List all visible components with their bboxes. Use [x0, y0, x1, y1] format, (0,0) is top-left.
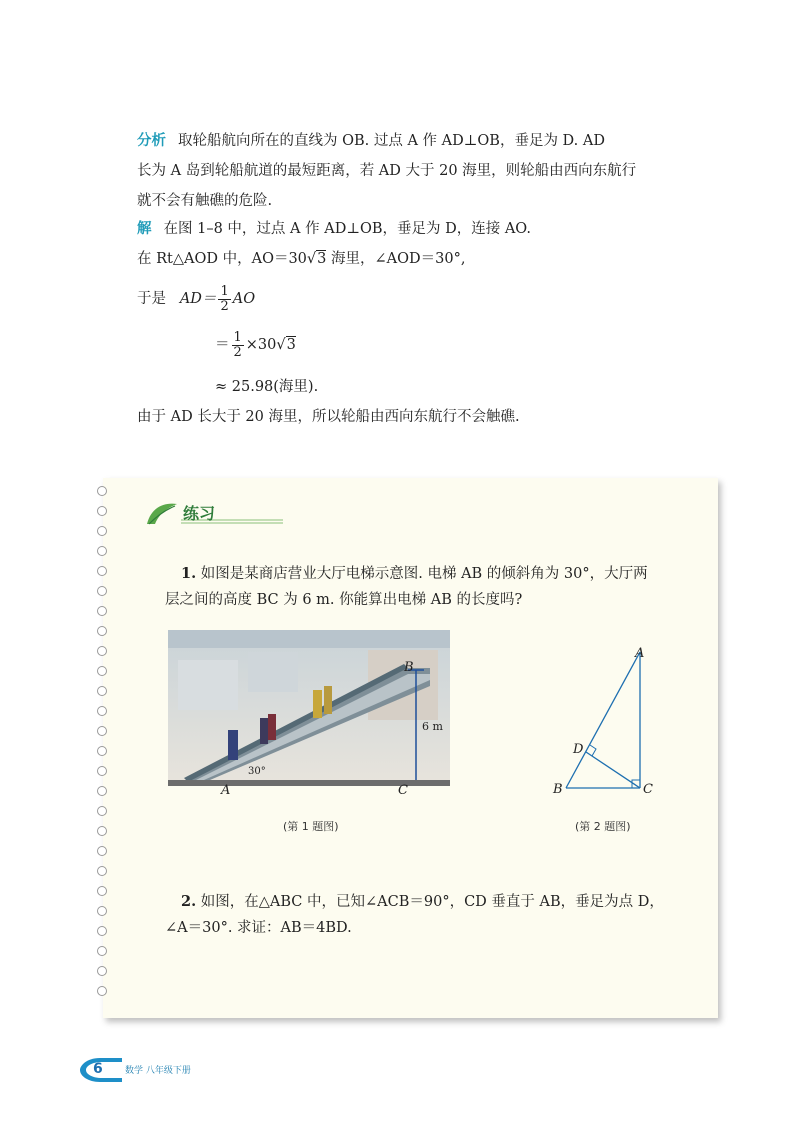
- fraction: $\frac{1}{2}$: [233, 329, 242, 360]
- solution-line-5: ≈ 25.98(海里).: [215, 379, 319, 395]
- fig1-label-A: A: [221, 783, 231, 798]
- leaf-icon: [143, 500, 303, 526]
- solution-label: 解: [137, 221, 152, 237]
- solution-line-1: 解 在图 1–8 中，过点 A 作 AD⊥OB，垂足为 D，连接 AO.: [137, 221, 531, 237]
- fig2-label-B: B: [553, 782, 563, 797]
- ring-icon: [97, 666, 107, 676]
- analysis-line-1: 分析 取轮船航向所在的直线为 OB. 过点 A 作 AD⊥OB，垂足为 D. AD: [137, 133, 605, 149]
- analysis-line-3: 就不会有触礁的危险.: [137, 193, 273, 209]
- fig1-caption: (第 1 题图): [283, 820, 339, 833]
- ring-icon: [97, 946, 107, 956]
- analysis-line-2: 长为 A 岛到轮船航道的最短距离，若 AD 大于 20 海里，则轮船由西向东航行: [137, 163, 637, 179]
- ring-icon: [97, 486, 107, 496]
- ring-icon: [97, 586, 107, 596]
- fig1-label-C: C: [398, 783, 408, 798]
- solution-line-3: 于是 AD＝ $\frac{1}{2}$ AO: [137, 283, 256, 314]
- ring-icon: [97, 926, 107, 936]
- exercise-title-bar: [143, 500, 303, 526]
- ring-icon: [97, 866, 107, 876]
- fig1-height: 6 m: [422, 720, 443, 733]
- ring-icon: [97, 906, 107, 916]
- escalator-photo: [168, 630, 450, 786]
- question-2-line-1: 2. 如图，在△ABC 中，已知∠ACB＝90°，CD 垂直于 AB，垂足为点 D，: [181, 893, 664, 910]
- ring-icon: [97, 726, 107, 736]
- analysis-label: 分析: [137, 133, 166, 149]
- notebook-rings: [93, 478, 113, 1018]
- fig2-caption: (第 2 题图): [575, 820, 631, 833]
- ring-icon: [97, 786, 107, 796]
- ring-icon: [97, 626, 107, 636]
- ring-icon: [97, 526, 107, 536]
- ring-icon: [97, 966, 107, 976]
- question-1-line-2: 层之间的高度 BC 为 6 m. 你能算出电梯 AB 的长度吗?: [165, 592, 523, 608]
- fig1-angle: 30°: [248, 766, 266, 777]
- book-title: 数学 八年级下册: [125, 1066, 191, 1076]
- ring-icon: [97, 826, 107, 836]
- ring-icon: [97, 986, 107, 996]
- fig2-label-D: D: [573, 742, 584, 757]
- ring-icon: [97, 706, 107, 716]
- ring-icon: [97, 766, 107, 776]
- conclusion: 由于 AD 长大于 20 海里，所以轮船由西向东航行不会触礁.: [137, 409, 520, 425]
- question-2-line-2: ∠A＝30°. 求证：AB＝4BD.: [165, 920, 352, 936]
- ring-icon: [97, 506, 107, 516]
- ring-icon: [97, 686, 107, 696]
- fig2-label-C: C: [643, 782, 653, 797]
- solution-line-2: 在 Rt△AOD 中，AO＝30√3 海里，∠AOD＝30°,: [137, 251, 466, 267]
- fig2-label-A: A: [635, 646, 645, 661]
- ring-icon: [97, 746, 107, 756]
- question-1-line-1: 1. 如图是某商店营业大厅电梯示意图. 电梯 AB 的倾斜角为 30°，大厅两: [181, 565, 648, 582]
- fraction: $\frac{1}{2}$: [220, 283, 229, 314]
- escalator-illustration: [168, 630, 450, 786]
- exercise-panel: [103, 478, 718, 1018]
- ring-icon: [97, 846, 107, 856]
- exercise-title: 练习: [183, 504, 216, 523]
- ring-icon: [97, 566, 107, 576]
- ring-icon: [97, 886, 107, 896]
- solution-line-4: ＝ $\frac{1}{2}$ ×30√3: [215, 329, 296, 360]
- ring-icon: [97, 806, 107, 816]
- fig1-label-B: B: [404, 660, 414, 675]
- ring-icon: [97, 606, 107, 616]
- triangle-figure: [558, 646, 668, 796]
- ring-icon: [97, 546, 107, 556]
- page-number: 6: [93, 1061, 103, 1077]
- ring-icon: [97, 646, 107, 656]
